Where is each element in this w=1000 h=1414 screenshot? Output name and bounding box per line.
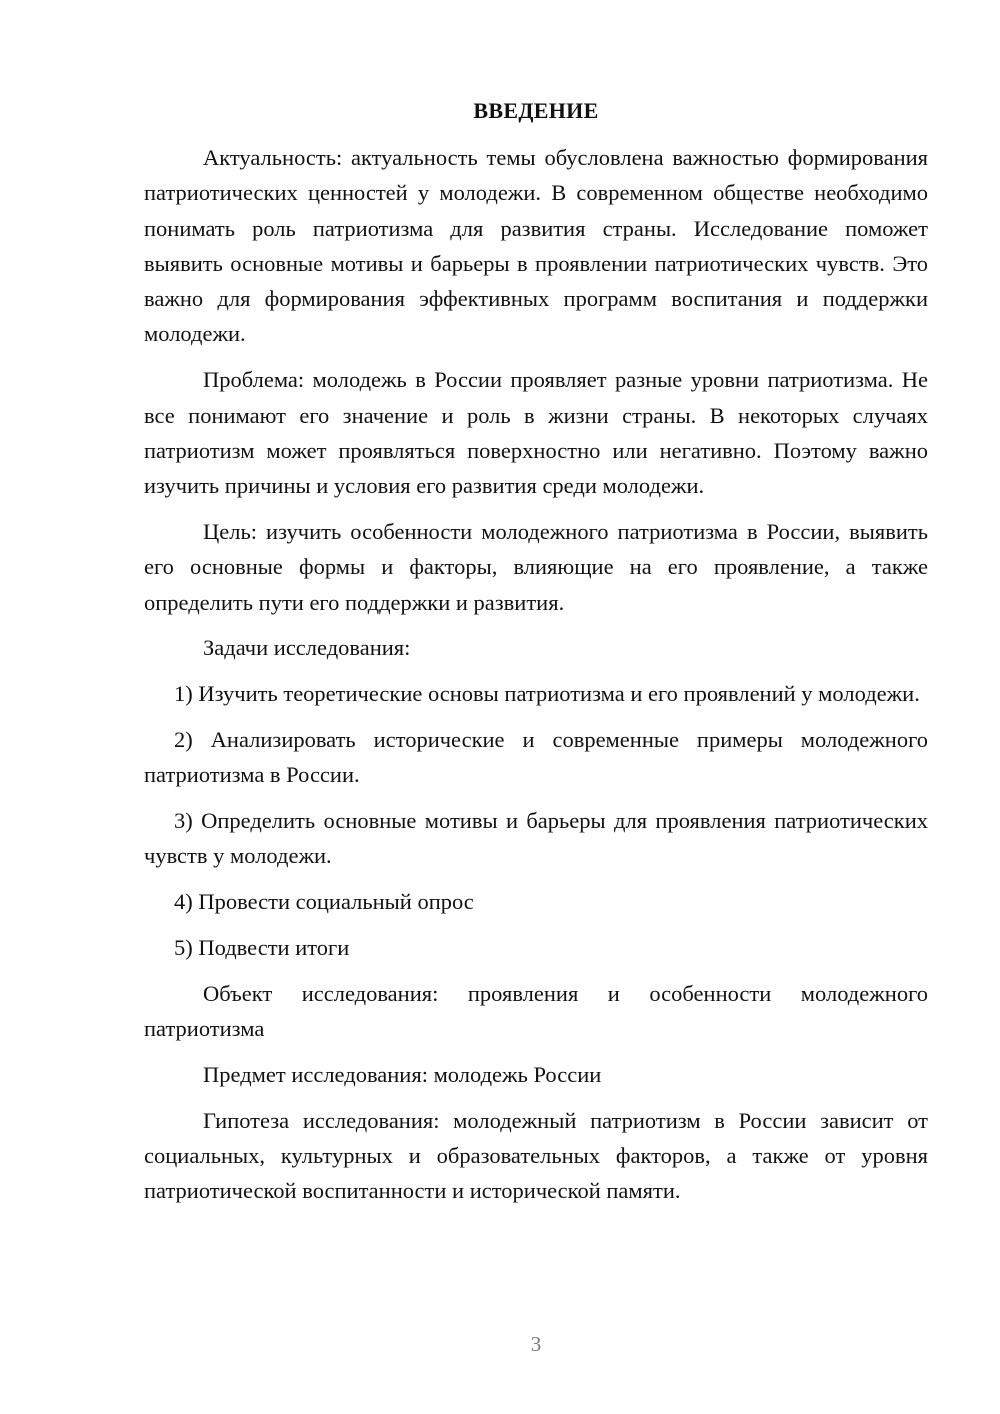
paragraph-goal: Цель: изучить особенности молодежного патриотизма в России, выявить его основные формы и факторы, влияющие на его проявление, а также определить пути его поддержки и развития. [144,518,928,615]
page-number: 3 [530,1332,542,1356]
task-item-1: 1) Изучить теоретические основы патриотизма и его проявлений у молодежи. [174,681,920,707]
paragraph-problem: Проблема: молодежь в России проявляет разные уровни патриотизма. Не все понимают его значение и роль в жизни страны. В некоторых случаях патриотизм может проявляться поверхностно или негативно. Поэтому важно изучить причины и условия его развития среди молодежи. [144,367,928,499]
tasks-heading: Задачи исследования: [203,635,411,661]
paragraph-relevance: Актуальность: актуальность темы обусловлена важностью формирования патриотических ценностей у молодежи. В современном обществе необходимо понимать роль патриотизма для развития страны. Исследование поможет выявить основные мотивы и барьеры в проявлении патриотических чувств. Это важно для формирования эффективных программ воспитания и поддержки молодежи. [144,145,928,347]
document-page [144,94,928,1219]
page-title: ВВЕДЕНИЕ [473,98,599,123]
task-item-2: 2) Анализировать исторические и современные примеры молодежного патриотизма в России. [144,726,928,788]
paragraph-object: Объект исследования: проявления и особенности молодежного патриотизма [144,980,928,1042]
task-item-5: 5) Подвести итоги [174,934,350,960]
task-item-4: 4) Провести социальный опрос [174,889,474,915]
task-item-3: 3) Определить основные мотивы и барьеры для проявления патриотических чувств у молодежи. [144,808,928,869]
paragraph-subject: Предмет исследования: молодежь России [203,1061,602,1087]
paragraph-hypothesis: Гипотеза исследования: молодежный патриотизм в России зависит от социальных, культурных и образовательных факторов, а также от уровня патриотической воспитанности и исторической памяти. [144,1107,928,1204]
